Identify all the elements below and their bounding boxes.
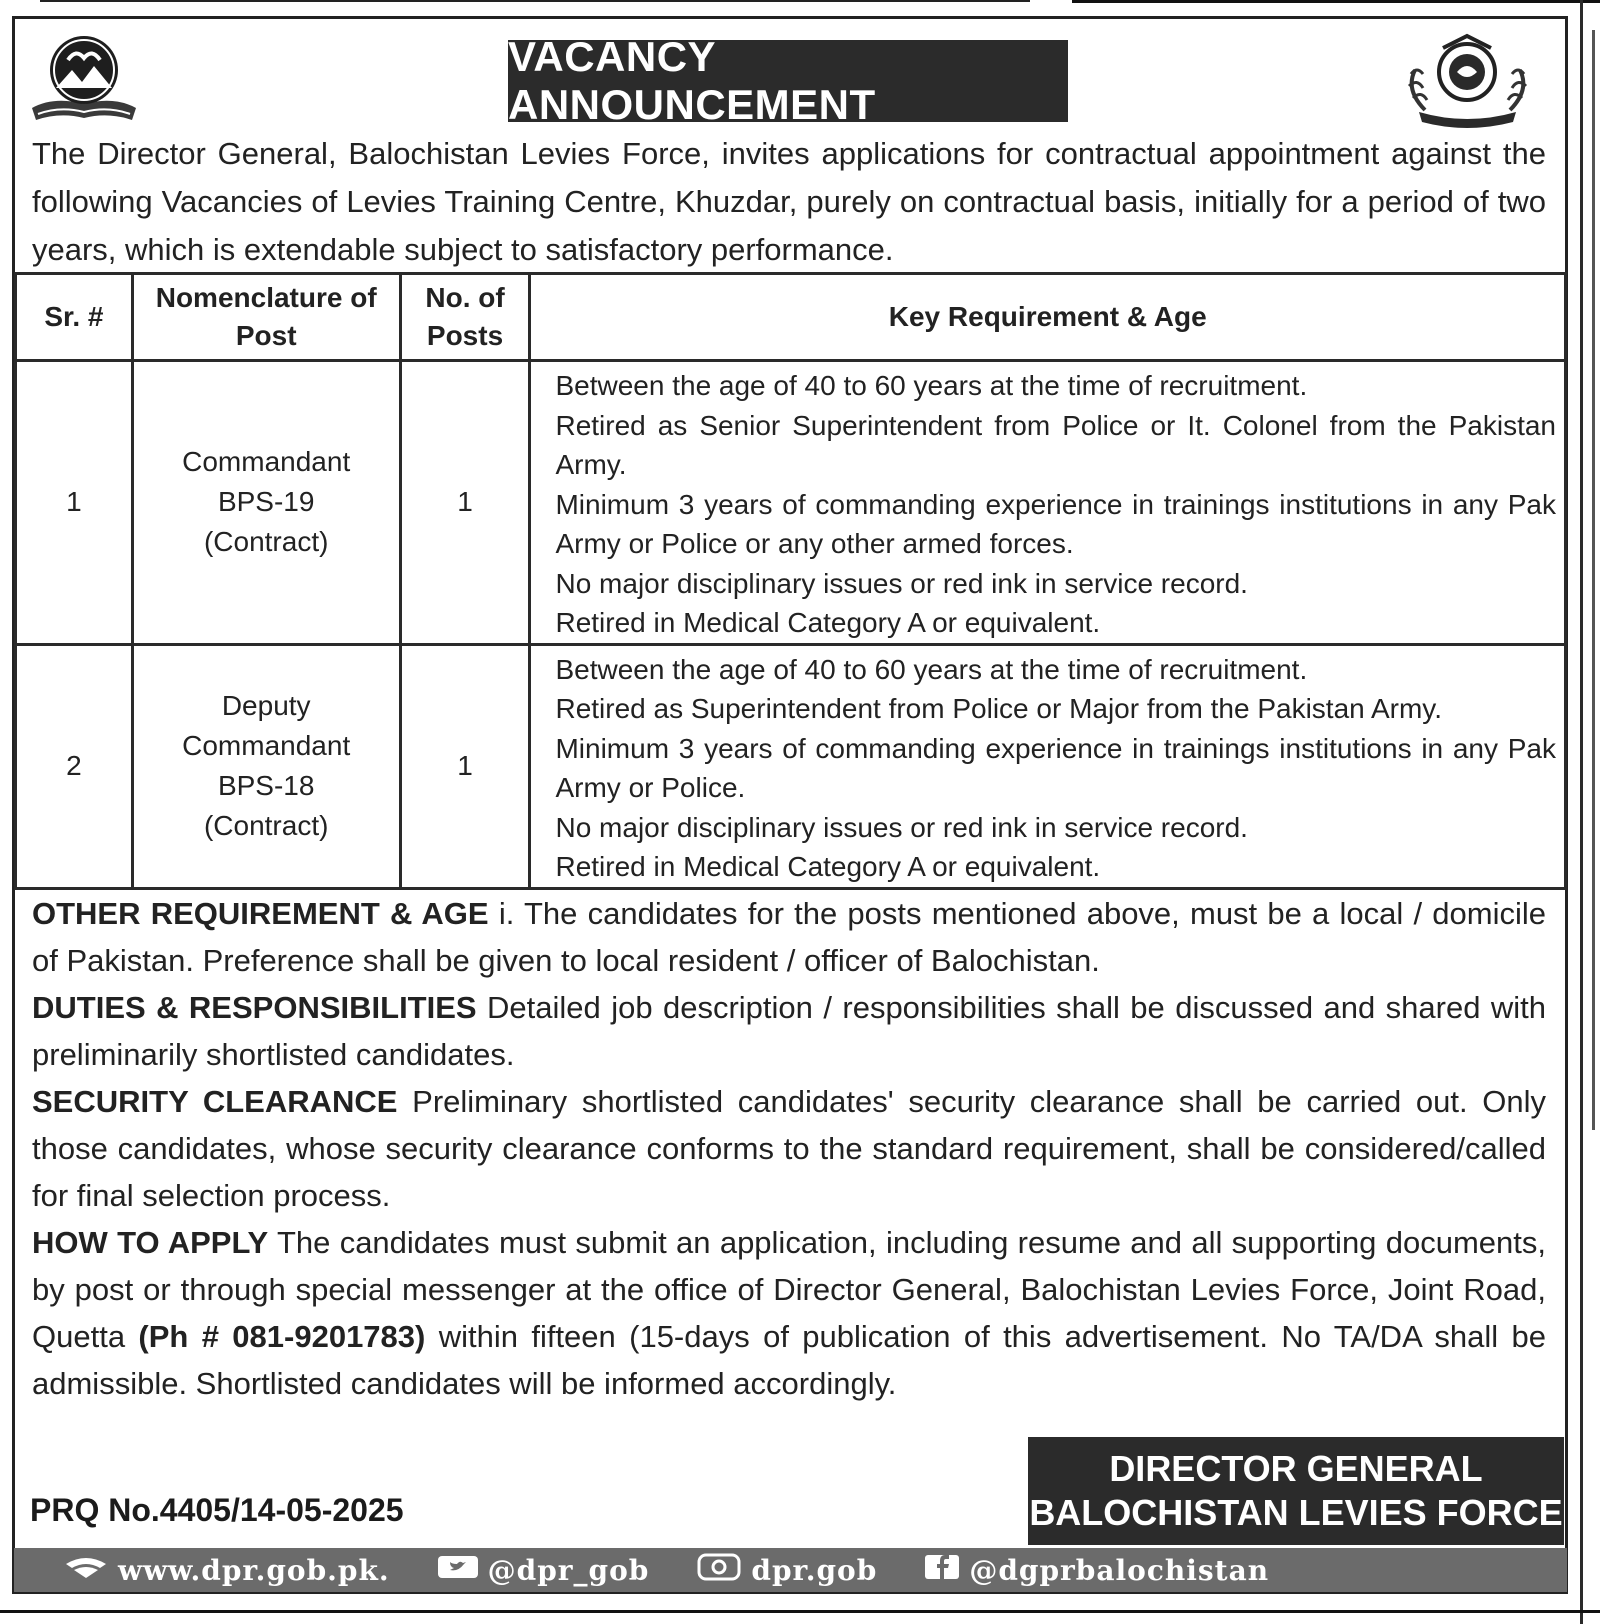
post-line: (Contract) [203,810,329,841]
section-heading: SECURITY CLEARANCE [32,1084,398,1119]
right-edge-rule [1580,0,1583,1624]
row-sr: 2 [16,644,133,888]
row-sr: 1 [16,361,133,645]
section-text: The candidates must submit an application, including resume and all supporting documents, by post or through special messenger at the office of Director General, Balochistan Levies Force, Joint Road, Quetta [32,1225,1546,1354]
section-text: i. The candidates for the posts mentioned above, must be a local / domicile of Pakistan. Preference shall be given to local resident / officer of Balochistan. [32,896,1546,978]
row-no-of-posts: 1 [400,361,530,645]
website-link[interactable]: www.dpr.gob.pk. [118,1553,390,1587]
post-line: Commandant [182,446,351,478]
duties-paragraph [32,984,1546,1078]
vacancy-announcement-title: VACANCY ANNOUNCEMENT [508,40,1068,122]
section-text: Preliminary shortlisted candidates' security clearance shall be carried out. Only those candidates, whose security clearance conforms to the standard requirement, shall be considered/called for final selection process. [32,1084,1546,1213]
requirement-item: Minimum 3 years of commanding experience in trainings institutions in any Pak Army or Police. [555,732,1556,803]
prq-number: PRQ No.4405/14-05-2025 [30,1492,404,1528]
other-requirement-paragraph [32,890,1546,984]
requirement-item: Retired as Superintendent from Police or Major from the Pakistan Army. [555,693,1442,724]
terms-section [32,890,1546,1407]
instagram-handle[interactable]: dpr.gob [751,1553,878,1587]
header-no-of-posts: No. of Posts [400,274,530,361]
right-edge-rule-secondary [1592,30,1595,1130]
requirement-item: Minimum 3 years of commanding experience in trainings institutions in any Pak Army or Police or any other armed forces. [555,488,1556,559]
balochistan-emblem-logo [24,30,144,130]
table-header-row [16,274,1566,361]
twitter-icon [438,1554,478,1587]
row-requirements [530,361,1566,645]
requirement-item: No major disciplinary issues or red ink in service record. [555,567,1248,599]
post-line: BPS-18 [217,770,315,801]
footer-instagram[interactable] [697,1553,877,1588]
levies-force-crest-logo [1395,30,1540,130]
row-no-of-posts: 1 [400,644,530,888]
vacancy-table [14,272,1567,890]
signature-title: DIRECTOR GENERAL [1109,1448,1483,1489]
top-edge [0,0,1600,6]
footer-facebook[interactable] [925,1553,1269,1588]
twitter-handle[interactable]: @dpr_gob [487,1553,650,1587]
section-heading: DUTIES & RESPONSIBILITIES [32,990,477,1025]
row-requirements [530,644,1566,888]
requirement-item: Retired in Medical Category A or equivalent. [555,607,1101,638]
header-requirements: Key Requirement & Age [530,274,1566,361]
requirement-item: Retired in Medical Category A or equivalent. [555,851,1101,882]
facebook-handle[interactable]: @dgprbalochistan [969,1553,1270,1587]
section-text: within fifteen (15-days of publication of this advertisement. No TA/DA shall be admissible. Shortlisted candidates will be informed accordingly. [32,1319,1546,1401]
signature-organization: BALOCHISTAN LEVIES FORCE [1029,1492,1563,1533]
facebook-icon [925,1553,959,1588]
requirement-item: Between the age of 40 to 60 years at the time of recruitment. [555,653,1308,685]
intro-paragraph: The Director General, Balochistan Levies Force, invites applications for contractual appointment against the following Vacancies of Levies Training Centre, Khuzdar, purely on contractual basis, initially for a period of two years, which is extendable subject to satisfactory performance. [32,136,1546,267]
row-post [132,361,400,645]
how-to-apply-paragraph [32,1219,1546,1407]
security-clearance-paragraph [32,1078,1546,1219]
signature-block [1028,1437,1564,1545]
section-heading: OTHER REQUIREMENT & AGE [32,896,489,931]
bottom-edge-rule [0,1610,1600,1613]
footer-website[interactable] [64,1554,390,1587]
requirement-item: No major disciplinary issues or red ink in service record. [555,811,1248,843]
phone-number: (Ph # 081-9201783) [138,1319,426,1354]
instagram-icon [697,1553,741,1588]
requirement-item: Retired as Senior Superintendent from Police or It. Colonel from the Pakistan Army. [555,409,1556,480]
row-post [132,644,400,888]
table-row [16,644,1566,888]
section-heading: HOW TO APPLY [32,1225,269,1260]
post-line: BPS-19 [217,486,315,518]
section-text: Detailed job description / responsibilities shall be discussed and shared with preliminarily shortlisted candidates. [32,990,1546,1072]
footer-twitter[interactable] [438,1554,650,1587]
header-sr: Sr. # [16,274,133,361]
post-line: Deputy [221,690,311,721]
table-row [16,361,1566,645]
header-post: Nomenclature of Post [132,274,400,361]
post-line: Commandant [182,730,351,761]
footer-social-bar [14,1548,1567,1592]
requirement-item: Between the age of 40 to 60 years at the time of recruitment. [555,370,1308,401]
dpr-logo-icon [64,1554,108,1587]
post-line: (Contract) [203,526,329,558]
